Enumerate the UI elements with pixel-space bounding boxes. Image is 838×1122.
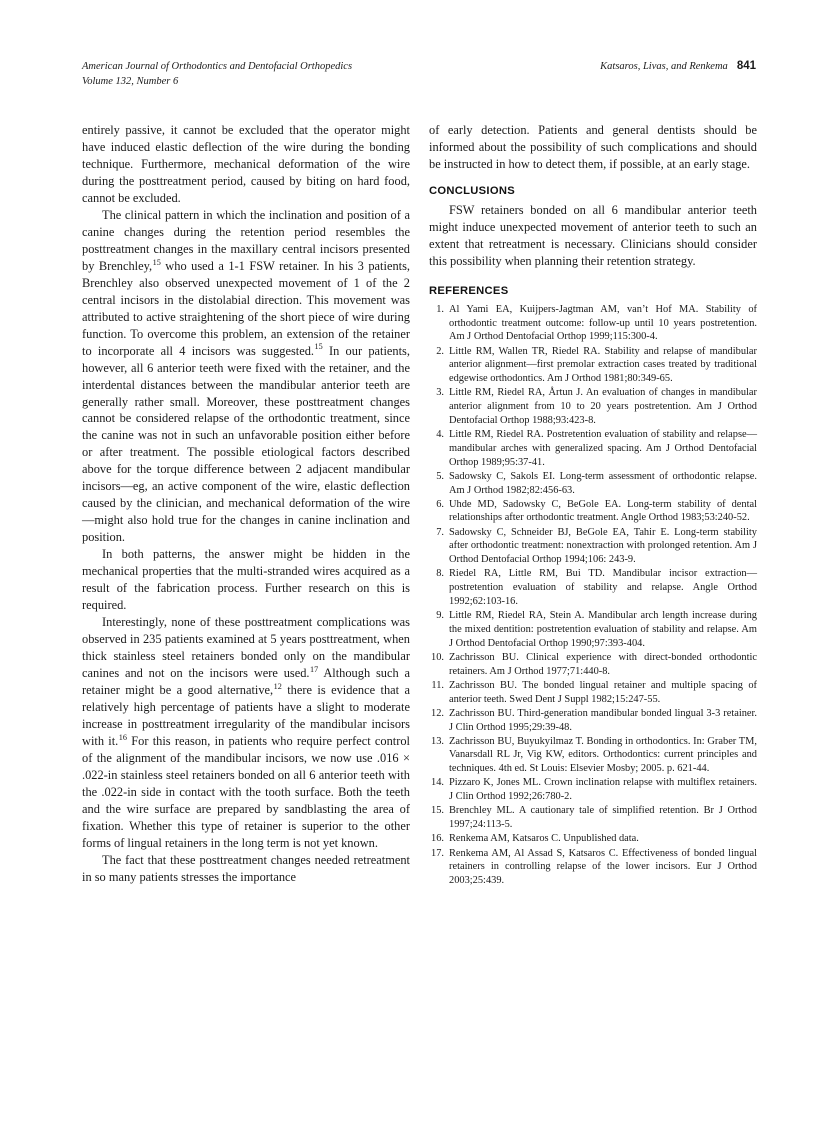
reference-item [429, 735, 757, 776]
reference-item [429, 832, 757, 846]
two-column-body [82, 122, 756, 1032]
journal-name: American Journal of Orthodontics and Dentofacial Orthopedics [82, 61, 353, 72]
reference-text: Little RM, Riedel RA. Postretention evaluation of stability and relapse—mandibular arches with generalized spacing. Am J Orthod Dentofacial Orthop 1989;95:37-41. [449, 428, 757, 468]
running-head-right [600, 60, 756, 72]
reference-marker[interactable]: 12 [273, 681, 282, 691]
reference-number: 9. [436, 610, 444, 622]
reference-text: Brenchley ML. A cautionary tale of simplified retention. Br J Orthod 1997;24:113-5. [449, 805, 757, 831]
reference-text: Pizzaro K, Jones ML. Crown inclination relapse with multiflex retainers. J Clin Orthod 1992;26:780-2. [449, 777, 757, 803]
reference-number: 7. [436, 526, 444, 538]
reference-text: Little RM, Riedel RA, Stein A. Mandibular arch length increase during the mixed dentition: postretention evaluation of stability and relapse. Am J Orthod Dentofacial Orthop 1990;97:393-404. [449, 610, 757, 649]
reference-item [429, 498, 757, 526]
reference-number: 12. [431, 707, 444, 719]
reference-item [429, 303, 757, 344]
reference-text: Riedel RA, Little RM, Bui TD. Mandibular incisor extraction—postretention evaluation of stability and relapse. Angle Orthod 1992;62:103-16. [449, 568, 757, 607]
left-column [82, 122, 410, 1032]
references-heading: REFERENCES [429, 284, 509, 297]
reference-item [429, 776, 757, 804]
reference-text: Little RM, Riedel RA, Årtun J. An evaluation of changes in mandibular anterior alignment from 10 to 20 years postretention. Am J Orthod Dentofacial Orthop 1988;93:423-8. [449, 387, 757, 426]
reference-text: Zachrisson BU, Buyukyilmaz T. Bonding in orthodontics. In: Graber TM, Vanarsdall RL Jr, Vig KW, editors. Orthodontics: current principles and techniques. 4th ed. St Louis: Elsevier Mosby; 2005. p. 621-44. [449, 735, 757, 775]
continuation-paragraph: of early detection. Patients and general dentists should be informed about the possibility of such complications and should be instructed in how to detect them, if possible, at an early stage. [429, 123, 757, 171]
reference-number: 14. [431, 777, 444, 789]
reference-item [429, 804, 757, 832]
body-paragraph: In both patterns, the answer might be hidden in the mechanical properties that the multi-stranded wires acquired as a result of the fabrication process. Further research on this is required. [82, 547, 410, 613]
reference-item [429, 470, 757, 498]
reference-marker[interactable]: 15 [314, 342, 323, 352]
reference-marker[interactable]: 17 [310, 664, 319, 674]
reference-number: 8. [436, 568, 444, 580]
reference-number: 15. [431, 805, 444, 817]
reference-item [429, 567, 757, 608]
reference-text: Renkema AM, Al Assad S, Katsaros C. Effectiveness of bonded lingual retainers in controlling relapse of the lower incisors. Eur J Orthod 2003;25:439. [449, 847, 757, 887]
reference-number: 4. [436, 428, 444, 440]
reference-item [429, 428, 757, 469]
reference-text: Little RM, Wallen TR, Riedel RA. Stability and relapse of mandibular anterior alignment—first premolar extraction cases treated by traditional edgewise orthodontics. Am J Orthod 1981;80:349-65. [449, 345, 757, 385]
reference-list [429, 303, 757, 888]
reference-text: Zachrisson BU. Third-generation mandibular bonded lingual 3-3 retainer. J Clin Orthod 1995;29:39-48. [449, 707, 757, 733]
reference-number: 16. [431, 833, 444, 845]
reference-number: 6. [436, 498, 444, 510]
body-paragraph: The clinical pattern in which the inclination and position of a canine changes during the retention period resembles the posttreatment changes in the maxillary central incisors presented by Brenchley,$^{15}$ who used a 1-1 FSW retainer. In his 3 patients, Brenchley also observed unexpected movement of 1 of the 2 central incisors in the distolabial direction. This movement was attributed to active straightening of the short piece of wire during function. To overcome this problem, an extension of the retainer to incorporate all 4 incisors was suggested.$^{15}$ In our patients, however, all 6 anterior teeth were fixed with the retainer, and the interdental distances between the mandibular anterior teeth are generally rather small. Moreover, these posttreatment changes cannot be considered relapse of the orthodontic treatment, since the canine was not in such an unfavorable position either before or after treatment. The possible etiological factors described above for the torque difference between 2 adjacent mandibular incisors—eg, an active component of the wire, elastic deflection caused by the clinician, and mechanical deformation of the wire—might also hold true for the changes in canine inclination and position. [82, 207, 411, 545]
reference-text: Renkema AM, Katsaros C. Unpublished data. [449, 833, 639, 845]
reference-number: 11. [431, 679, 444, 691]
body-paragraph: The fact that these posttreatment changes needed retreatment in so many patients stresses the importance [82, 852, 410, 884]
body-paragraph: Interestingly, none of these posttreatment complications was observed in 235 patients examined at 5 years posttreatment, when thick stainless steel retainers bonded only on the mandibular canines and not on the incisors were used.$^{17}$ Although such a retainer might be a good alternative,$^{12}$ there is evidence that a relatively high percentage of patients have a slight to moderate increase in posttreatment irregularity of the mandibular incisors with it.$^{16}$ For this reason, in patients who require perfect control of the alignment of the mandibular incisors, we now use .016 × .022-in stainless steel retainers bonded on all 6 anterior teeth with the .022-in side in contact with the tooth surface. Both the teeth and the wire surface are prepared by sandblasting the area of fixation. Whether this type of retainer is superior to the other forms of lingual retainers in the long term is not yet known. [82, 615, 411, 850]
reference-item [429, 707, 757, 735]
body-paragraph: entirely passive, it cannot be excluded that the operator might have induced elastic deflection of the wire during the bonding technique. Furthermore, mechanical deformation of the wire during the posttreatment period, caused by biting on hard food, cannot be excluded. [82, 123, 410, 205]
reference-text: Sadowsky C, Sakols EI. Long-term assessment of orthodontic relapse. Am J Orthod 1982;82:456-63. [449, 470, 757, 496]
reference-text: Uhde MD, Sadowsky C, BeGole EA. Long-term stability of dental relationships after orthodontic treatment. Angle Orthod 1983;53:240-52. [449, 498, 757, 524]
reference-text: Sadowsky C, Schneider BJ, BeGole EA, Tahir E. Long-term stability after orthodontic treatment: nonextraction with prolonged retention. Am J Orthod Dentofacial Orthop 1994;106: 243-9. [449, 526, 757, 566]
reference-marker[interactable]: 15 [152, 257, 161, 267]
reference-item [429, 526, 757, 567]
conclusions-heading: CONCLUSIONS [429, 184, 515, 197]
running-head-left [82, 60, 352, 90]
reference-number: 13. [431, 735, 444, 747]
reference-item [429, 847, 757, 888]
reference-number: 10. [431, 651, 444, 663]
reference-marker[interactable]: 16 [118, 732, 127, 742]
reference-number: 3. [436, 387, 444, 399]
reference-item [429, 386, 757, 427]
reference-text: Zachrisson BU. The bonded lingual retainer and multiple spacing of anterior teeth. Swed Dent J Suppl 1982;15:247-55. [449, 679, 757, 705]
reference-number: 2. [436, 345, 444, 357]
reference-number: 5. [436, 470, 444, 482]
reference-item [429, 609, 757, 650]
reference-text: Zachrisson BU. Clinical experience with direct-bonded orthodontic retainers. Am J Orthod 1977;71:440-8. [449, 651, 757, 677]
reference-text: Al Yami EA, Kuijpers-Jagtman AM, van’t Hof MA. Stability of orthodontic treatment outcome: follow-up until 10 years postretention. Am J Orthod Dentofacial Orthop 1999;115:300-4. [449, 303, 757, 343]
author-names: Katsaros, Livas, and Renkema [600, 61, 728, 72]
right-column [429, 122, 757, 1032]
running-head [82, 60, 756, 90]
reference-number: 1. [436, 303, 444, 315]
reference-item [429, 679, 757, 707]
conclusions-paragraph: FSW retainers bonded on all 6 mandibular anterior teeth might induce unexpected movement of anterior teeth to such an extent that retreatment is necessary. Clinicians should consider this possibility when planning their retention strategy. [429, 202, 757, 268]
reference-number: 17. [431, 847, 444, 859]
reference-item [429, 345, 757, 386]
volume-issue: Volume 132, Number 6 [82, 75, 179, 87]
reference-item [429, 651, 757, 679]
page-number: 841 [736, 60, 756, 72]
